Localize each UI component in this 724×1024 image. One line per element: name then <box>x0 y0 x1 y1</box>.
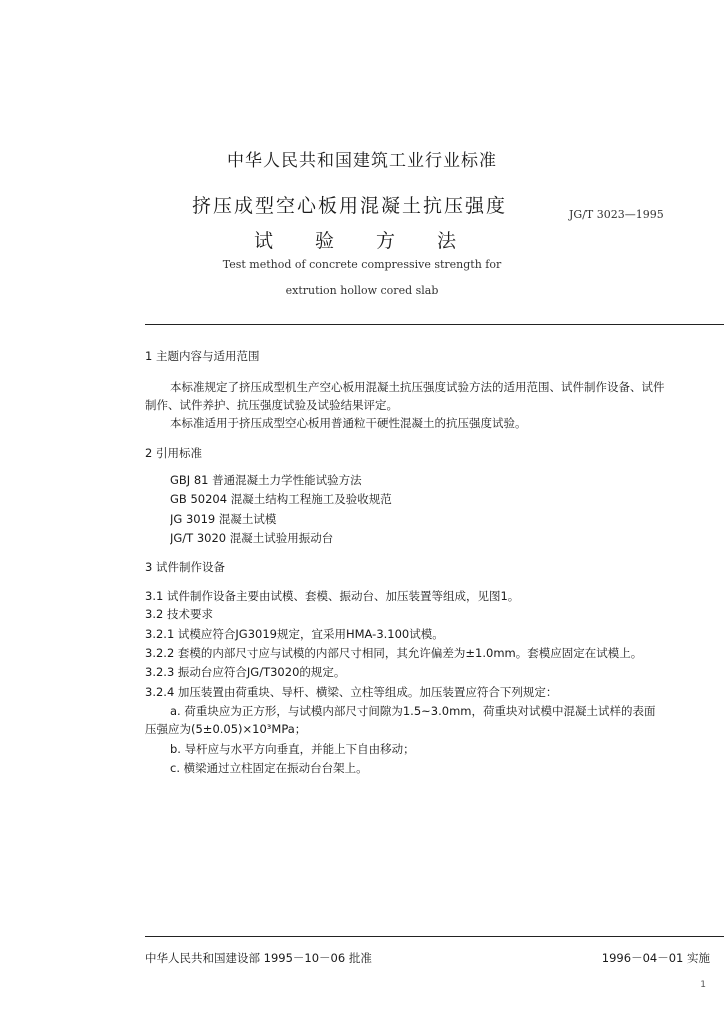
english-title-line2: extrution hollow cored slab <box>285 284 439 297</box>
clause: 3.2 技术要求 <box>145 607 213 621</box>
approval-note: 中华人民共和国建设部 1995－10－06 批准 <box>145 951 372 965</box>
list-item: c. 横梁通过立柱固定在振动台台架上。 <box>170 761 368 775</box>
section-heading: 1 主题内容与适用范围 <box>145 349 260 363</box>
clause: 3.1 试件制作设备主要由试模、套模、振动台、加压装置等组成，见图1。 <box>145 589 520 603</box>
clause: 3.2.4 加压装置由荷重块、导杆、横梁、立柱等组成。加压装置应符合下列规定： <box>145 685 558 699</box>
title-char: 验 <box>315 230 335 252</box>
english-title-line1: Test method of concrete compressive strength for <box>222 258 502 271</box>
paragraph-line: 制作、试件养护、抗压强度试验及试验结果评定。 <box>145 398 398 412</box>
document-title-line1: 挤压成型空心板用混凝土抗压强度 <box>192 195 508 217</box>
title-char: 试 <box>254 230 274 252</box>
standard-code: JG/T 3023—1995 <box>569 208 664 221</box>
list-item: 压强应为(5±0.05)×10³MPa； <box>145 722 307 736</box>
section-heading: 2 引用标准 <box>145 446 202 460</box>
implementation-date: 1996－04－01 实施 <box>601 951 710 965</box>
standard-category-title: 中华人民共和国建筑工业行业标准 <box>227 151 497 171</box>
page-number: 1 <box>700 980 706 990</box>
clause: 3.2.2 套模的内部尺寸应与试模的内部尺寸相同，其允许偏差为±1.0mm。套模应固定在试模上。 <box>145 646 643 660</box>
reference-item: JG/T 3020 混凝土试验用振动台 <box>170 531 334 545</box>
clause: 3.2.1 试模应符合JG3019规定，宜采用HMA-3.100试模。 <box>145 627 444 641</box>
title-char: 方 <box>376 230 396 252</box>
list-item: b. 导杆应与水平方向垂直，并能上下自由移动； <box>170 742 415 756</box>
reference-item: GBJ 81 普通混凝土力学性能试验方法 <box>170 473 362 487</box>
list-item: a. 荷重块应为正方形，与试模内部尺寸间隙为1.5~3.0mm，荷重块对试模中混凝土试样的表面 <box>170 704 656 718</box>
reference-item: JG 3019 混凝土试模 <box>170 512 277 526</box>
paragraph-line: 本标准适用于挤压成型空心板用普通粒干硬性混凝土的抗压强度试验。 <box>170 416 527 430</box>
title-char: 法 <box>437 230 457 252</box>
header-divider <box>145 324 724 325</box>
section-heading: 3 试件制作设备 <box>145 560 225 574</box>
clause: 3.2.3 振动台应符合JG/T3020的规定。 <box>145 665 346 679</box>
footer-divider <box>145 936 724 937</box>
reference-item: GB 50204 混凝土结构工程施工及验收规范 <box>170 492 392 506</box>
paragraph-line: 本标准规定了挤压成型机生产空心板用混凝土抗压强度试验方法的适用范围、试件制作设备、试件 <box>170 380 665 394</box>
document-title-line2 <box>254 226 498 253</box>
